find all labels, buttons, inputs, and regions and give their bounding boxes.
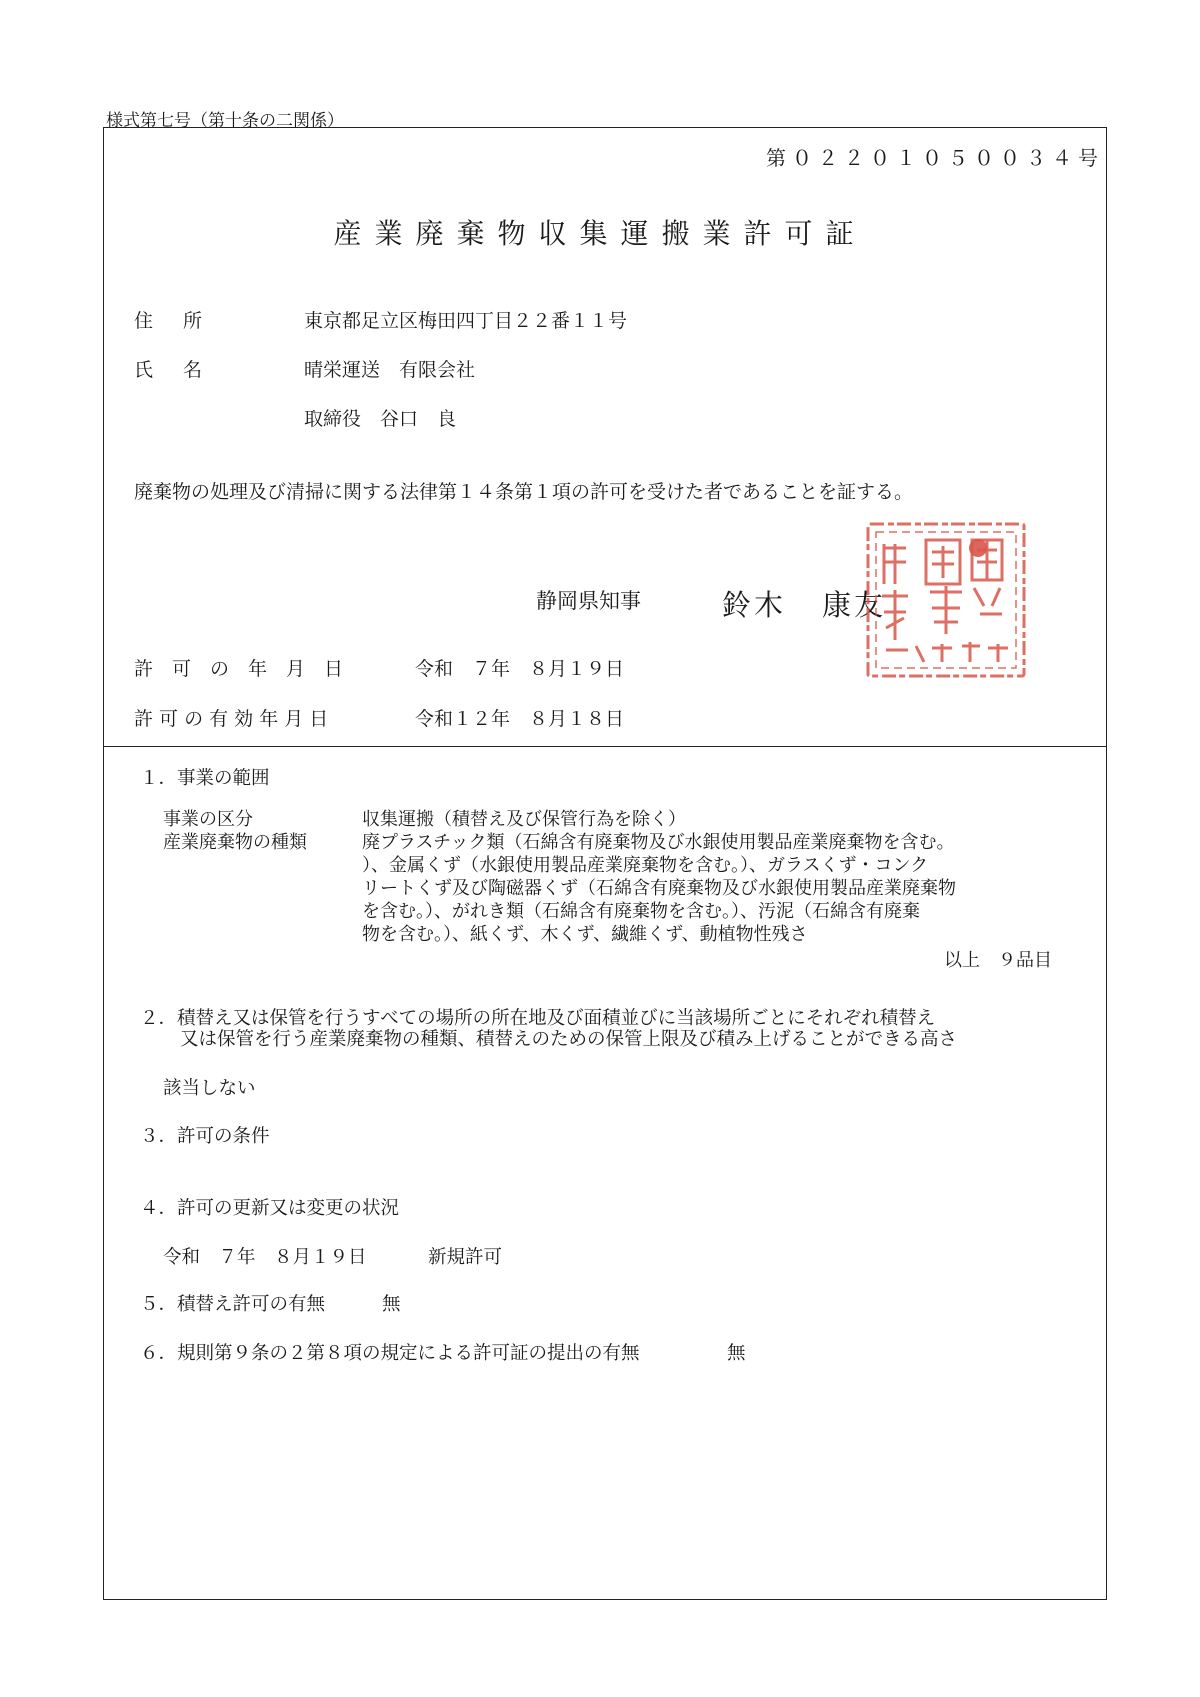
section-4-heading: ４．許可の更新又は変更の状況 bbox=[140, 1198, 400, 1219]
waste-types-label: 産業廃棄物の種類 bbox=[163, 832, 307, 853]
waste-types-line: を含む。）、がれき類（石綿含有廃棄物を含む。）、汚泥（石綿含有廃棄 bbox=[362, 901, 920, 922]
waste-types-line: ）、金属くず（水銀使用製品産業廃棄物を含む。）、ガラスくず・コンク bbox=[362, 855, 929, 876]
section-6-heading: ６．規則第９条の２第８項の規定による許可証の提出の有無 bbox=[140, 1343, 640, 1364]
section-1-heading: １．事業の範囲 bbox=[140, 768, 270, 789]
waste-types-total: 以上 ９品目 bbox=[944, 950, 1052, 971]
section-2-heading: ２．積替え又は保管を行うすべての場所の所在地及び面積並びに当該場所ごとにそれぞれ積替え bbox=[140, 1008, 936, 1029]
address-value: 東京都足立区梅田四丁目２２番１１号 bbox=[304, 310, 628, 332]
section-3-heading: ３．許可の条件 bbox=[140, 1126, 270, 1147]
section-4-status: 新規許可 bbox=[428, 1247, 503, 1268]
certification-statement: 廃棄物の処理及び清掃に関する法律第１４条第１項の許可を受けた者であることを証する。 bbox=[134, 481, 914, 503]
section-4-date: 令和 ７年 ８月１９日 bbox=[163, 1247, 367, 1268]
issuer-given-name: 康友 bbox=[822, 588, 887, 622]
name-label: 氏名 bbox=[134, 359, 233, 381]
representative-name: 取締役 谷口 良 bbox=[304, 408, 457, 430]
section-5-value: 無 bbox=[382, 1294, 401, 1315]
permit-date-value: 令和 ７年 ８月１９日 bbox=[415, 658, 625, 680]
expiry-date-value: 令和１２年 ８月１８日 bbox=[415, 708, 625, 730]
section-divider bbox=[103, 746, 1107, 747]
section-2-heading-cont: 又は保管を行う産業廃棄物の種類、積替えのための保管上限及び積み上げることができる高さ bbox=[180, 1029, 958, 1050]
waste-types-line: 物を含む。）、紙くず、木くず、繊維くず、動植物性残さ bbox=[362, 924, 808, 945]
permit-number: 第０２２０１０５００３４号 bbox=[766, 146, 1104, 170]
section-6-value: 無 bbox=[727, 1343, 746, 1364]
section-5-heading: ５．積替え許可の有無 bbox=[140, 1294, 326, 1315]
expiry-date-label: 許 可 の 有 効 年 月 日 bbox=[134, 708, 329, 730]
permit-date-label: 許 可 の 年 月 日 bbox=[134, 658, 344, 680]
official-seal-stamp bbox=[862, 518, 1030, 682]
company-name: 晴栄運送 有限会社 bbox=[304, 359, 476, 381]
document-title: 産業廃棄物収集運搬業許可証 bbox=[333, 217, 867, 250]
waste-types-line: リートくず及び陶磁器くず（石綿含有廃棄物及び水銀使用製品産業廃棄物 bbox=[362, 878, 956, 899]
issuer-title: 静岡県知事 bbox=[536, 589, 641, 613]
address-label: 住所 bbox=[134, 310, 233, 332]
form-label: 様式第七号（第十条の二関係） bbox=[106, 111, 344, 131]
issuer-surname: 鈴木 bbox=[722, 588, 787, 622]
business-category-label: 事業の区分 bbox=[163, 809, 253, 830]
waste-types-line: 廃プラスチック類（石綿含有廃棄物及び水銀使用製品産業廃棄物を含む。 bbox=[362, 832, 955, 853]
business-category-value: 収集運搬（積替え及び保管行為を除く） bbox=[362, 809, 686, 830]
section-2-value: 該当しない bbox=[163, 1078, 256, 1099]
